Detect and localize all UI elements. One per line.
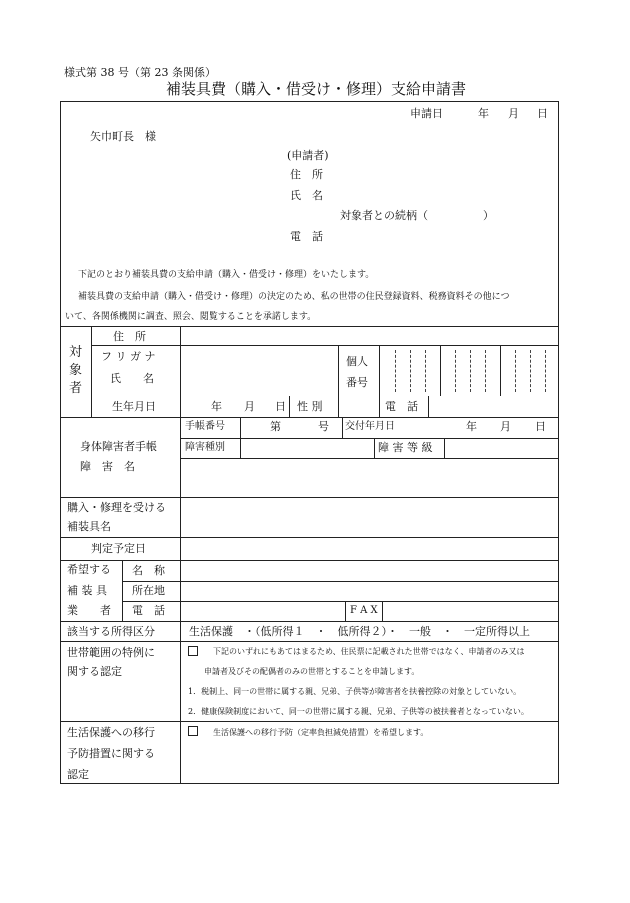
household-text-1: 下記のいずれにもあてはまるため、住民票に記載された世帯ではなく、申請者のみ又は <box>213 647 525 656</box>
handbook-gou-label: 号 <box>318 420 329 433</box>
disability-grade-label: 障 害 等 級 <box>378 441 433 454</box>
row-divider <box>91 345 559 346</box>
col-divider <box>338 345 339 396</box>
application-year-field[interactable] <box>445 104 477 122</box>
col-divider <box>180 326 181 784</box>
vendor-label-3: 業 者 <box>67 604 111 617</box>
vendor-label-2: 補 装 具 <box>67 584 107 597</box>
household-item-2: 2．健康保険制度において、同一の世帯に属する親、兄弟、子供等の被扶養者となっていない。 <box>188 707 529 716</box>
income-category-label: 該当する所得区分 <box>67 625 155 638</box>
vendor-name-label: 名 称 <box>132 564 165 577</box>
application-month-label: 月 <box>508 107 519 120</box>
vendor-phone-field[interactable] <box>183 603 343 619</box>
applicant-name-field[interactable] <box>330 186 550 204</box>
col-divider <box>382 601 383 621</box>
vendor-label-1: 希望する <box>67 563 111 576</box>
sex-label: 性 別 <box>297 400 323 413</box>
disability-name-label: 障 害 名 <box>80 460 135 473</box>
col-divider <box>289 396 290 417</box>
vendor-fax-label: F A X <box>350 605 378 616</box>
addressee: 矢巾町長 様 <box>90 130 156 143</box>
judgement-date-label: 判定予定日 <box>91 542 146 555</box>
col-divider <box>379 345 380 396</box>
row-divider <box>180 438 559 439</box>
row-divider <box>60 326 559 327</box>
col-divider <box>240 417 241 458</box>
subject-phone-field[interactable] <box>431 398 555 415</box>
income-category-options[interactable]: 生活保護 ・（低所得１ ・ 低所得２）・ 一般 ・ 一定所得以上 <box>189 625 530 638</box>
row-divider <box>60 721 559 722</box>
subject-label-char: 象 <box>69 363 83 378</box>
vendor-location-label: 所在地 <box>132 584 165 597</box>
handbook-number-field[interactable] <box>284 419 316 436</box>
applicant-address-label: 住 所 <box>290 168 323 181</box>
sex-field[interactable] <box>341 398 377 415</box>
subject-name-label: 氏 名 <box>110 372 154 385</box>
applicant-address-field[interactable] <box>330 165 550 183</box>
row-divider <box>60 621 559 622</box>
furigana-label: フ リ ガ ナ <box>101 350 156 363</box>
issue-month-label: 月 <box>500 420 511 433</box>
application-day-label: 日 <box>537 107 548 120</box>
birth-date-field[interactable] <box>184 398 286 415</box>
handbook-number-label: 手帳番号 <box>185 421 225 432</box>
vendor-phone-label: 電 話 <box>132 604 165 617</box>
subject-phone-label: 電 話 <box>385 400 418 413</box>
applicant-phone-label: 電 話 <box>290 230 323 243</box>
disability-name-field[interactable] <box>183 460 555 495</box>
household-label-1: 世帯範囲の特例に <box>67 646 155 659</box>
applicant-phone-field[interactable] <box>330 227 550 245</box>
subject-address-field[interactable] <box>184 328 554 344</box>
applicant-name-label: 氏 名 <box>290 189 323 202</box>
personal-number-field[interactable] <box>381 347 557 394</box>
col-divider <box>444 438 445 458</box>
row-divider <box>60 560 559 561</box>
applicant-label: (申請者) <box>287 149 329 162</box>
household-text-2: 申請者及びその配偶者のみの世帯とすることを申請します。 <box>204 667 420 676</box>
application-year-label: 年 <box>478 107 489 120</box>
col-divider <box>428 396 429 417</box>
judgement-date-field[interactable] <box>183 539 555 558</box>
welfare-text: 生活保護への移行予防（定率負担減免措置）を希望します。 <box>213 728 429 737</box>
subject-label-char: 者 <box>69 381 83 396</box>
row-divider <box>122 601 559 602</box>
col-divider <box>91 326 92 417</box>
welfare-label-2: 予防措置に関する <box>67 747 155 760</box>
application-day-field[interactable] <box>520 104 536 122</box>
relationship-field[interactable] <box>432 206 478 224</box>
subject-name-field[interactable] <box>184 368 334 394</box>
row-divider <box>122 581 559 582</box>
device-label-1: 購入・修理を受ける <box>67 501 166 514</box>
statement-consent-2: いて、各関係機関に調査、照会、閲覧することを承諾します。 <box>65 312 317 322</box>
row-divider <box>60 417 559 418</box>
device-name-field[interactable] <box>183 500 555 535</box>
welfare-checkbox[interactable] <box>188 726 198 736</box>
col-divider <box>345 601 346 621</box>
row-divider <box>60 497 559 498</box>
vendor-name-field[interactable] <box>183 562 555 579</box>
subject-label-char: 対 <box>69 345 83 360</box>
row-divider <box>180 458 559 459</box>
disability-type-field[interactable] <box>243 440 371 456</box>
welfare-label-3: 認定 <box>67 768 89 781</box>
subject-furigana-field[interactable] <box>184 348 334 366</box>
device-label-2: 補装具名 <box>67 520 111 533</box>
disability-type-label: 障害種別 <box>185 442 225 453</box>
handbook-label: 身体障害者手帳 <box>80 440 157 453</box>
relationship-label: 対象者との続柄（ ） <box>340 209 494 222</box>
issue-year-label: 年 <box>466 420 477 433</box>
disability-grade-field[interactable] <box>447 440 555 456</box>
handbook-dai-label: 第 <box>270 420 281 433</box>
col-divider <box>342 417 343 438</box>
personal-number-label-1: 個人 <box>346 355 368 368</box>
col-divider <box>122 560 123 621</box>
application-date-label: 申請日 <box>410 107 443 120</box>
issue-date-label: 交付年月日 <box>345 421 395 432</box>
issue-date-field[interactable] <box>410 419 555 436</box>
form-number: 様式第 38 号（第 23 条関係） <box>64 66 216 79</box>
birth-day-label: 日 <box>275 400 286 413</box>
vendor-location-field[interactable] <box>183 583 555 599</box>
birth-year-label: 年 <box>211 400 222 413</box>
page-title: 補装具費（購入・借受け・修理）支給申請書 <box>166 80 467 98</box>
application-month-field[interactable] <box>490 104 506 122</box>
household-item-1: 1．税制上、同一の世帯に属する親、兄弟、子供等が障害者を扶養控除の対象としていない。 <box>188 687 522 696</box>
col-divider <box>338 396 339 417</box>
issue-day-label: 日 <box>535 420 546 433</box>
statement-consent-1: 補装具費の支給申請（購入・借受け・修理）の決定のため、私の世帯の住民登録資料、税務資料その他につ <box>78 292 510 302</box>
household-checkbox[interactable] <box>188 646 198 656</box>
statement-application: 下記のとおり補装具費の支給申請（購入・借受け・修理）をいたします。 <box>78 270 375 280</box>
welfare-label-1: 生活保護への移行 <box>67 726 155 739</box>
birth-date-label: 生年月日 <box>112 400 156 413</box>
household-label-2: 関する認定 <box>67 665 122 678</box>
col-divider <box>374 438 375 458</box>
row-divider <box>60 537 559 538</box>
col-divider <box>379 396 380 417</box>
subject-address-label: 住 所 <box>113 330 146 343</box>
row-divider <box>60 641 559 642</box>
birth-month-label: 月 <box>244 400 255 413</box>
vendor-fax-field[interactable] <box>385 603 555 619</box>
personal-number-label-2: 番号 <box>346 376 368 389</box>
